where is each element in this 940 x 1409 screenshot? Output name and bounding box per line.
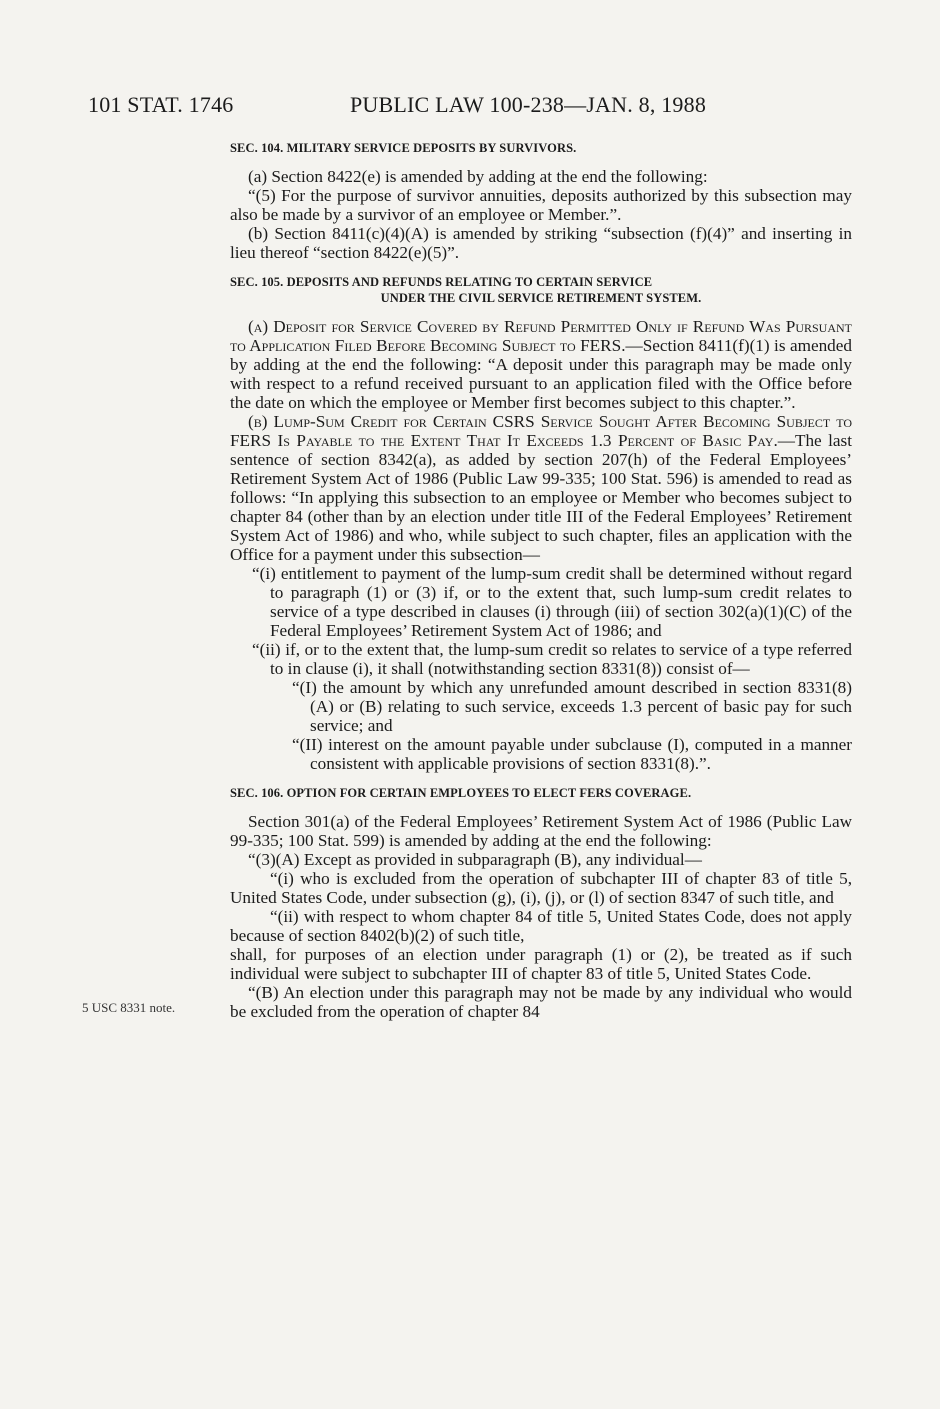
clause-i: “(i) entitlement to payment of the lump-sum credit shall be determined without regard to paragraph (1) or (3) if, or to the extent that, such lump-sum credit relates to service of a type described in clauses (i) through (iii) of section 302(a)(1)(C) of the Federal Employees’ Retirement System Act of 1986; and <box>252 564 852 640</box>
subsection-caption: (b) Lump-Sum Credit for Certain CSRS Service Sought After Becoming Subject to FERS Is Payable to the Extent That It Exceeds 1.3 Percent of Basic Pay. <box>230 412 852 450</box>
paragraph: (b) Section 8411(c)(4)(A) is amended by striking “subsection (f)(4)” and inserting in lieu thereof “section 8422(e)(5)”. <box>230 224 852 262</box>
clause-ii: “(ii) if, or to the extent that, the lump-sum credit so relates to service of a type referred to in clause (i), it shall (notwithstanding section 8331(8)) consist of— <box>252 640 852 678</box>
subparagraph-B: “(B) An election under this paragraph may not be made by any individual who would be excluded from the operation of chapter 84 <box>230 983 852 1021</box>
subsection-text: —Section 8411(f)(1) is amended by adding at the end the following: “A deposit under this paragraph may be made only with respect to a refund received pursuant to an application filed with the Office before the date on which the employee or Member first becomes subject to this chapter.”. <box>230 336 852 412</box>
subsection-caption: (a) Deposit for Service Covered by Refund Permitted Only if Refund Was Pursuant to Application Filed Before Becoming Subject to FERS. <box>230 317 852 355</box>
page-reference: 101 STAT. 1746 <box>88 92 234 117</box>
subclause-II: “(II) interest on the amount payable under subclause (I), computed in a manner consistent with applicable provisions of section 8331(8).”. <box>292 735 852 773</box>
section-heading-line: SEC. 105. DEPOSITS AND REFUNDS RELATING TO CERTAIN SERVICE <box>230 275 653 289</box>
section-heading-105-cont: UNDER THE CIVIL SERVICE RETIREMENT SYSTEM. <box>380 291 702 305</box>
margin-note: 5 USC 8331 note. <box>82 1000 176 1015</box>
paragraph: “(3)(A) Except as provided in subparagraph (B), any individual— <box>248 850 702 869</box>
section-heading-105 <box>230 274 852 290</box>
continuation-text: shall, for purposes of an election under paragraph (1) or (2), be treated as if such individual were subject to subchapter III of chapter 83 of title 5, United States Code. <box>230 945 852 983</box>
running-head <box>88 92 868 122</box>
paragraph: “(5) For the purpose of survivor annuities, deposits authorized by this subsection may also be made by a survivor of an employee or Member.”. <box>230 186 852 224</box>
paragraph: Section 301(a) of the Federal Employees’ Retirement System Act of 1986 (Public Law 99-335; 100 Stat. 599) is amended by adding at the end the following: <box>230 812 852 850</box>
document-body <box>230 140 852 1021</box>
subsection-text: —The last sentence of section 8342(a), as added by section 207(h) of the Federal Employees’ Retirement System Act of 1986 (Public Law 99-335; 100 Stat. 596) is amended to read as follows: “In applying this subsection to an employee or Member who becomes subject to chapter 84 (other than by an election under title III of the Federal Employees’ Retirement System Act of 1986) and who, while subject to such chapter, files an application with the Office for a payment under this subsection— <box>230 431 852 564</box>
subclause-I: “(I) the amount by which any unrefunded amount described in section 8331(8) (A) or (B) relating to such service, exceeds 1.3 percent of basic pay for such service; and <box>292 678 852 735</box>
page-title: PUBLIC LAW 100-238—JAN. 8, 1988 <box>350 92 707 117</box>
clause-ii: “(ii) with respect to whom chapter 84 of title 5, United States Code, does not apply because of section 8402(b)(2) of such title, <box>230 907 852 945</box>
subsection-b <box>230 412 852 564</box>
clause-i: “(i) who is excluded from the operation of subchapter III of chapter 83 of title 5, United States Code, under subsection (g), (i), (j), or (l) of section 8347 of such title, and <box>230 869 852 907</box>
paragraph: (a) Section 8422(e) is amended by adding at the end the following: <box>248 167 708 186</box>
subsection-a <box>230 317 852 412</box>
section-heading-106: SEC. 106. OPTION FOR CERTAIN EMPLOYEES TO ELECT FERS COVERAGE. <box>230 786 692 800</box>
section-heading-104: SEC. 104. MILITARY SERVICE DEPOSITS BY SURVIVORS. <box>230 141 577 155</box>
